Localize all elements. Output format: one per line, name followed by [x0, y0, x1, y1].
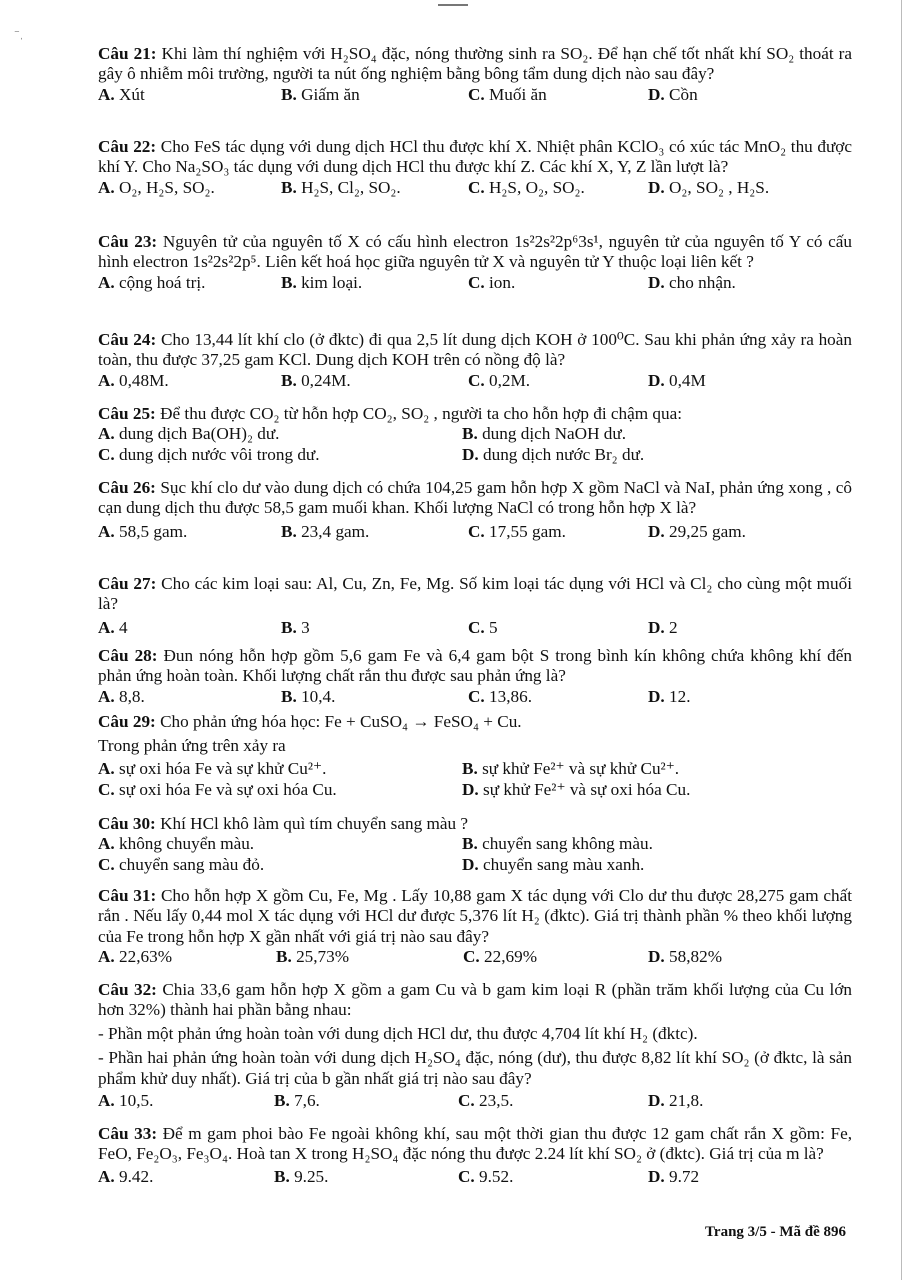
option-b[interactable] [274, 1091, 320, 1111]
option-text: 29,25 gam. [669, 521, 746, 541]
option-label: D. [648, 1166, 665, 1186]
question-text: Để thu được CO₂ từ hỗn hợp CO₂, SO₂ , người ta cho hỗn hợp đi chậm qua: [160, 404, 683, 423]
question-stem [98, 232, 852, 273]
option-text: 21,8. [669, 1091, 704, 1111]
option-label: C. [458, 1091, 475, 1111]
answer-options-row-2 [98, 855, 852, 876]
option-label: D. [648, 177, 665, 197]
option-d[interactable] [462, 855, 644, 875]
option-b[interactable] [281, 522, 369, 542]
question-33 [98, 1124, 852, 1188]
option-text: ion. [489, 272, 516, 292]
option-text: chuyển sang không màu. [482, 834, 653, 854]
option-d[interactable] [648, 273, 736, 293]
question-number: Câu 31: [98, 886, 157, 905]
option-text: 22,69% [484, 947, 538, 967]
option-label: C. [468, 521, 485, 541]
option-a[interactable] [98, 424, 279, 444]
option-b[interactable] [281, 85, 360, 105]
answer-options [98, 947, 852, 968]
option-text: 12. [669, 686, 691, 706]
question-stem [98, 478, 852, 519]
question-stem [98, 44, 852, 85]
option-c[interactable] [468, 273, 515, 293]
option-label: D. [648, 617, 665, 637]
question-stem [98, 646, 852, 687]
option-text: 0,4M [669, 370, 706, 390]
question-21 [98, 44, 852, 106]
option-d[interactable] [648, 947, 722, 967]
option-d[interactable] [462, 445, 644, 465]
option-c[interactable] [468, 371, 530, 391]
option-a[interactable] [98, 834, 254, 854]
option-b[interactable] [281, 178, 401, 198]
option-b[interactable] [281, 371, 351, 391]
option-text: Cồn [669, 84, 698, 104]
option-label: C. [98, 445, 115, 465]
answer-options [98, 178, 852, 199]
option-label: B. [281, 370, 297, 390]
option-text: 8,8. [119, 686, 145, 706]
option-label: B. [281, 521, 297, 541]
answer-options-row-2 [98, 445, 852, 466]
option-c[interactable] [468, 178, 585, 198]
option-text: dung dịch nước Br₂ dư. [483, 445, 645, 465]
option-a[interactable] [98, 371, 169, 391]
option-c[interactable] [458, 1091, 513, 1111]
option-text: dung dịch Ba(OH)₂ dư. [119, 424, 280, 444]
option-a[interactable] [98, 273, 205, 293]
question-number: Câu 28: [98, 646, 158, 665]
question-stem [98, 137, 852, 178]
question-32 [98, 980, 852, 1112]
option-text: 25,73% [296, 947, 350, 967]
option-label: C. [468, 272, 485, 292]
answer-options [98, 522, 852, 543]
option-label: D. [462, 855, 479, 875]
option-label: D. [648, 1091, 665, 1111]
question-stem [98, 404, 852, 424]
option-b[interactable] [462, 424, 626, 444]
option-a[interactable] [98, 85, 145, 105]
option-text: 4 [119, 617, 128, 637]
question-number: Câu 21: [98, 44, 157, 63]
option-label: D. [648, 521, 665, 541]
question-stem [98, 886, 852, 947]
option-text: 9.25. [294, 1166, 329, 1186]
question-text: Cho FeS tác dụng với dung dịch HCl thu được khí X. Nhiệt phân KClO₃ có xúc tác MnO₂ thu được khí Y. Cho Na₂SO₃ tác dụng với dung dịch HCl thu được khí Z. Các khí X, Y, Z lần lượt là? [98, 137, 853, 177]
question-number: Câu 23: [98, 232, 158, 251]
option-text: sự khử Fe²⁺ và sự oxi hóa Cu. [483, 779, 691, 799]
option-label: C. [468, 617, 485, 637]
question-29 [98, 712, 852, 801]
answer-options-row-1 [98, 834, 852, 855]
option-d[interactable] [648, 85, 698, 105]
question-number: Câu 33: [98, 1124, 158, 1143]
option-label: A. [98, 521, 115, 541]
option-c[interactable] [458, 1167, 513, 1187]
option-label: A. [98, 424, 115, 444]
question-stem [98, 574, 852, 615]
option-text: O₂, H₂S, SO₂. [119, 177, 215, 197]
option-label: C. [468, 686, 485, 706]
question-text: Cho 13,44 lít khí clo (ở đktc) đi qua 2,5 lít dung dịch KOH ở 100⁰C. Sau khi phản ứng xảy ra hoàn toàn, thu được 37,25 gam KCl. Dung dịch KOH trên có nồng độ là? [98, 330, 852, 370]
question-text: Cho hỗn hợp X gồm Cu, Fe, Mg . Lấy 10,88 gam X tác dụng với Clo dư thu được 28,275 gam chất rắn . Nếu lấy 0,44 mol X tác dụng với HCl dư được 5,376 lít H₂ (đktc). Giá trị thành phần % theo khối lượng của Fe trong hỗn hợp X gần nhất với giá trị nào sau đây? [98, 886, 852, 946]
question-25 [98, 404, 852, 466]
option-text: 0,48M. [119, 370, 169, 390]
question-number: Câu 25: [98, 404, 156, 423]
answer-options [98, 273, 852, 294]
option-text: dung dịch NaOH dư. [482, 424, 626, 444]
option-b[interactable] [281, 687, 335, 707]
option-text: 5 [489, 617, 498, 637]
question-22 [98, 137, 852, 199]
option-label: B. [281, 84, 297, 104]
option-label: C. [468, 84, 485, 104]
option-c[interactable] [98, 445, 320, 465]
option-label: A. [98, 84, 115, 104]
option-label: A. [98, 1091, 115, 1111]
question-text: Chia 33,6 gam hỗn hợp X gồm a gam Cu và b gam kim loại R (phần trăm khối lượng của Cu lớn hơn 32%) thành hai phần bằng nhau: [98, 980, 853, 1020]
question-text: Để m gam phoi bào Fe ngoài không khí, sau một thời gian thu được 12 gam chất rắn X gồm: Fe, FeO, Fe₂O₃, Fe₃O₄. Hoà tan X trong H₂SO₄ đặc nóng thu được 2.24 lít khí SO₂ ở (đktc). Giá trị của m là? [98, 1124, 852, 1164]
question-stem [98, 712, 852, 732]
option-label: A. [98, 272, 115, 292]
answer-options [98, 85, 852, 106]
option-d[interactable] [648, 1167, 699, 1187]
option-c[interactable] [98, 855, 264, 875]
option-d[interactable] [648, 1091, 703, 1111]
option-text: chuyển sang màu xanh. [483, 855, 645, 875]
option-a[interactable] [98, 687, 145, 707]
option-label: B. [281, 177, 297, 197]
question-28 [98, 646, 852, 708]
option-label: A. [98, 177, 115, 197]
question-part-2: - Phần hai phản ứng hoàn toàn với dung dịch H₂SO₄ đặc, nóng (dư), thu được 8,82 lít khí SO₂ (ở đktc, là sản phẩm khử duy nhất). Giá trị của b gần nhất giá trị nào sau đây? [98, 1048, 852, 1088]
option-text: 7,6. [294, 1091, 320, 1111]
option-text: cộng hoá trị. [119, 272, 206, 292]
option-label: C. [468, 370, 485, 390]
option-label: B. [462, 834, 478, 854]
option-d[interactable] [648, 178, 769, 198]
margin-mark: ⁻ˌ [14, 28, 24, 40]
option-text: Giấm ăn [301, 84, 360, 104]
option-b[interactable] [274, 1167, 328, 1187]
option-label: A. [98, 758, 115, 778]
option-text: 22,63% [119, 947, 173, 967]
question-number: Câu 22: [98, 137, 157, 156]
top-mark [438, 0, 468, 6]
option-d[interactable] [648, 371, 706, 391]
option-text: O₂, SO₂ , H₂S. [669, 177, 770, 197]
option-label: B. [276, 947, 292, 967]
option-text: 2 [669, 617, 678, 637]
question-text: Cho phản ứng hóa học: Fe + CuSO₄ → FeSO₄ + Cu. [160, 712, 522, 731]
answer-options [98, 371, 852, 392]
answer-options [98, 687, 852, 708]
option-label: D. [648, 370, 665, 390]
option-label: B. [274, 1091, 290, 1111]
option-label: D. [648, 686, 665, 706]
option-text: cho nhận. [669, 272, 736, 292]
option-text: 13,86. [489, 686, 532, 706]
option-label: B. [281, 686, 297, 706]
option-text: kim loại. [301, 272, 363, 292]
option-label: A. [98, 947, 115, 967]
question-stem [98, 980, 852, 1021]
option-a[interactable] [98, 178, 215, 198]
option-a[interactable] [98, 1167, 153, 1187]
option-b[interactable] [281, 273, 362, 293]
option-label: B. [274, 1166, 290, 1186]
option-text: sự oxi hóa Fe và sự khử Cu²⁺. [119, 758, 327, 778]
option-text: chuyển sang màu đỏ. [119, 855, 265, 875]
question-26 [98, 478, 852, 543]
question-text: Sục khí clo dư vào dung dịch có chứa 104,25 gam hỗn hợp X gồm NaCl và NaI, phản ứng xong , cô cạn dung dịch thu được 58,5 gam muối khan. Khối lượng NaCl có trong hỗn hợp X là? [98, 478, 853, 518]
answer-options [98, 618, 852, 639]
option-label: C. [98, 855, 115, 875]
option-text: 58,5 gam. [119, 521, 188, 541]
option-c[interactable] [468, 687, 532, 707]
option-text: 17,55 gam. [489, 521, 566, 541]
option-a[interactable] [98, 1091, 153, 1111]
option-text: 9.42. [119, 1166, 154, 1186]
question-number: Câu 32: [98, 980, 157, 999]
option-label: D. [648, 84, 665, 104]
option-b[interactable] [462, 759, 679, 779]
option-label: B. [462, 424, 478, 444]
option-a[interactable] [98, 947, 172, 967]
option-d[interactable] [648, 618, 678, 638]
question-number: Câu 24: [98, 330, 157, 349]
answer-options-row-2 [98, 780, 852, 801]
question-stem [98, 330, 852, 371]
answer-options [98, 1167, 852, 1188]
option-b[interactable] [281, 618, 310, 638]
option-text: 23,5. [479, 1091, 514, 1111]
option-label: D. [648, 272, 665, 292]
question-text: Cho các kim loại sau: Al, Cu, Zn, Fe, Mg. Số kim loại tác dụng với HCl và Cl₂ cho cùng một muối là? [98, 574, 853, 614]
question-text: Đun nóng hỗn hợp gồm 5,6 gam Fe và 6,4 gam bột S trong bình kín không chứa không khí đến phản ứng hoàn toàn. Khối lượng chất rắn thu được sau phản ứng là? [98, 646, 852, 686]
question-30 [98, 814, 852, 876]
option-text: không chuyển màu. [119, 834, 255, 854]
option-text: 10,4. [301, 686, 336, 706]
option-text: H₂S, O₂, SO₂. [489, 177, 585, 197]
question-number: Câu 30: [98, 814, 156, 833]
option-text: 9.72 [669, 1166, 700, 1186]
option-c[interactable] [98, 780, 337, 800]
option-b[interactable] [276, 947, 349, 967]
question-text: Khí HCl khô làm quì tím chuyển sang màu ? [160, 814, 468, 833]
option-text: 58,82% [669, 947, 723, 967]
option-text: Xút [119, 84, 145, 104]
question-note: Trong phản ứng trên xảy ra [98, 736, 286, 756]
option-c[interactable] [468, 522, 566, 542]
answer-options-row-1 [98, 759, 852, 780]
option-d[interactable] [648, 687, 691, 707]
option-text: H₂S, Cl₂, SO₂. [301, 177, 401, 197]
answer-options [98, 1091, 852, 1112]
option-c[interactable] [468, 85, 547, 105]
option-label: C. [468, 177, 485, 197]
question-text: Nguyên tử của nguyên tố X có cấu hình electron 1s²2s²2p⁶3s¹, nguyên tử của nguyên tố Y có cấu hình electron 1s²2s²2p⁵. Liên kết hoá học giữa nguyên tử X và nguyên tử Y thuộc loại liên kết ? [98, 232, 853, 272]
option-label: A. [98, 834, 115, 854]
option-a[interactable] [98, 759, 326, 779]
option-label: B. [462, 758, 478, 778]
answer-options-row-1 [98, 424, 852, 445]
question-24 [98, 330, 852, 392]
option-d[interactable] [648, 522, 746, 542]
option-label: B. [281, 617, 297, 637]
option-label: C. [98, 779, 115, 799]
option-label: D. [462, 445, 479, 465]
question-27 [98, 574, 852, 639]
option-d[interactable] [462, 780, 690, 800]
option-text: sự oxi hóa Fe và sự oxi hóa Cu. [119, 779, 337, 799]
option-text: dung dịch nước vôi trong dư. [119, 445, 320, 465]
question-part-1: - Phần một phản ứng hoàn toàn với dung dịch HCl dư, thu được 4,704 lít khí H₂ (đktc). [98, 1023, 698, 1043]
option-label: B. [281, 272, 297, 292]
option-label: A. [98, 617, 115, 637]
question-text: Khi làm thí nghiệm với H₂SO₄ đặc, nóng thường sinh ra SO₂. Để hạn chế tốt nhất khí SO₂ thoát ra gây ô nhiễm môi trường, người ta nút ống nghiệm bằng bông tẩm dung dịch nào sau đây? [98, 44, 853, 84]
option-label: A. [98, 370, 115, 390]
option-text: Muối ăn [489, 84, 547, 104]
question-number: Câu 26: [98, 478, 156, 497]
page-footer: Trang 3/5 - Mã đề 896 [705, 1224, 846, 1240]
option-c[interactable] [463, 947, 537, 967]
option-label: C. [463, 947, 480, 967]
option-a[interactable] [98, 618, 128, 638]
option-text: 0,24M. [301, 370, 351, 390]
option-text: 3 [301, 617, 310, 637]
option-text: sự khử Fe²⁺ và sự khử Cu²⁺. [482, 758, 680, 778]
page-edge-line [901, 0, 902, 1280]
question-31 [98, 886, 852, 968]
question-23 [98, 232, 852, 294]
option-text: 10,5. [119, 1091, 154, 1111]
question-number: Câu 27: [98, 574, 157, 593]
option-b[interactable] [462, 834, 653, 854]
option-label: A. [98, 686, 115, 706]
question-stem [98, 1124, 852, 1165]
option-label: D. [648, 947, 665, 967]
option-label: C. [458, 1166, 475, 1186]
question-number: Câu 29: [98, 712, 156, 731]
option-text: 23,4 gam. [301, 521, 370, 541]
option-label: A. [98, 1166, 115, 1186]
option-text: 9.52. [479, 1166, 514, 1186]
option-a[interactable] [98, 522, 187, 542]
option-label: D. [462, 779, 479, 799]
option-c[interactable] [468, 618, 498, 638]
option-text: 0,2M. [489, 370, 531, 390]
question-stem [98, 814, 852, 834]
